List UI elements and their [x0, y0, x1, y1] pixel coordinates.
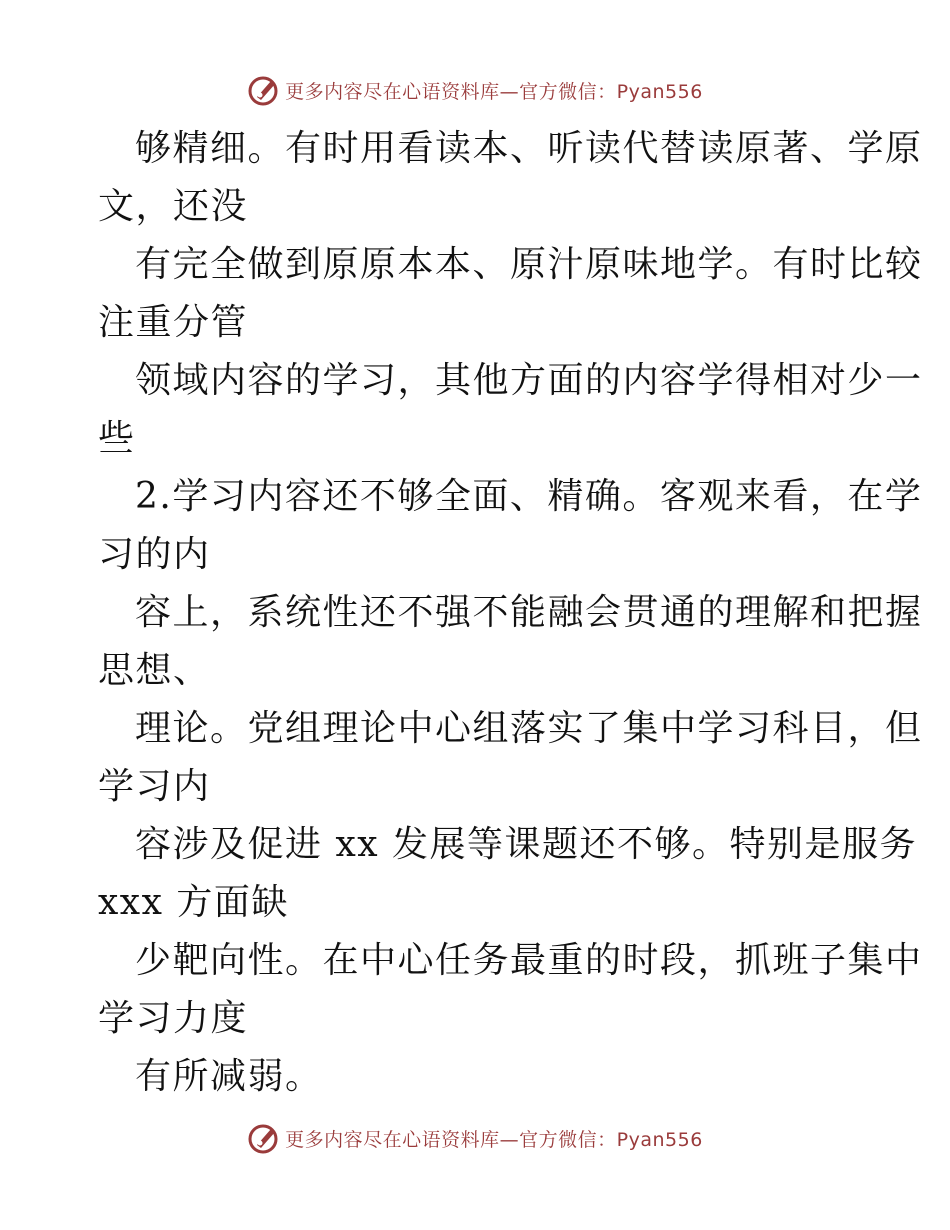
text-line: 领域内容的学习，其他方面的内容学得相对少一 [135, 360, 923, 401]
text-line: 学习内 [98, 766, 211, 807]
text-line: 理论。党组理论中心组落实了集中学习科目，但 [135, 708, 923, 749]
pen-circle-logo-icon [247, 1121, 281, 1155]
header-banner [0, 70, 950, 110]
banner-text: 更多内容尽在心语资料库—官方微信：Pyan556 [285, 1128, 703, 1151]
text-line: xxx 方面缺 [98, 882, 289, 923]
pen-circle-logo-icon [247, 73, 281, 107]
text-line: 文，还没 [98, 186, 249, 227]
text-line: 注重分管 [98, 302, 249, 343]
text-line: 2.学习内容还不够全面、精确。客观来看，在学 [135, 476, 923, 517]
text-line: 少靶向性。在中心任务最重的时段，抓班子集中 [135, 940, 923, 981]
text-line: 够精细。有时用看读本、听读代替读原著、学原 [135, 128, 923, 169]
text-line: 有完全做到原原本本、原汁原味地学。有时比较 [135, 244, 923, 285]
document-body [98, 120, 923, 1106]
text-line: 些 [98, 418, 136, 459]
text-line: 容上，系统性还不强不能融会贯通的理解和把握 [135, 592, 923, 633]
banner-text: 更多内容尽在心语资料库—官方微信：Pyan556 [285, 80, 703, 103]
text-line: 思想、 [98, 650, 211, 691]
footer-banner [0, 1118, 950, 1158]
text-line: 习的内 [98, 534, 211, 575]
text-line: 有所减弱。 [135, 1056, 323, 1097]
text-line: 学习力度 [98, 998, 249, 1039]
text-line: 容涉及促进 xx 发展等课题还不够。特别是服务 [135, 824, 917, 865]
